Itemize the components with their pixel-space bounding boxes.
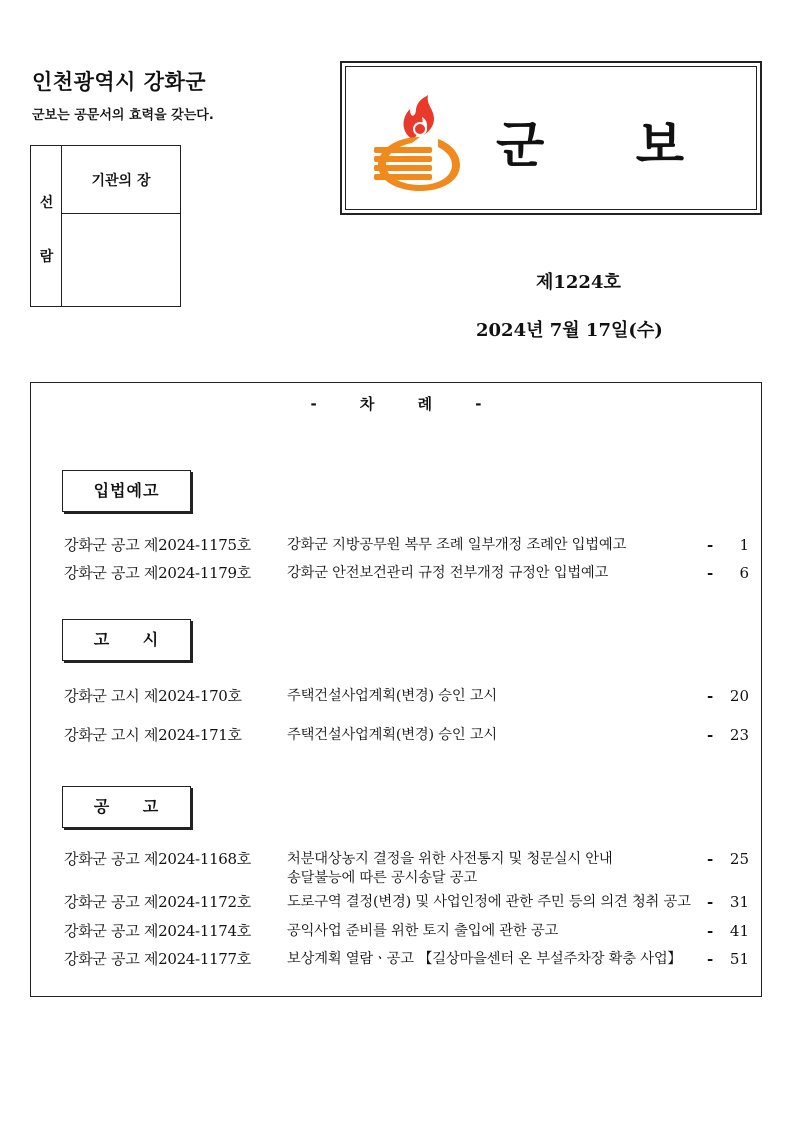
section-heading-public-notice: 고 시 (62, 619, 191, 661)
bulletin-motto: 군보는 공문서의 효력을 갖는다. (32, 108, 214, 123)
entry-page: 6 (739, 564, 749, 582)
entry-title: 보상계획 열람ㆍ공고 【길상마을센터 온 부설주차장 확충 사업】 (287, 951, 682, 967)
circulation-box (30, 145, 181, 307)
entry-reference: 강화군 고시 제2024-171호 (64, 726, 242, 744)
circulation-label-char: 람 (39, 249, 54, 265)
issue-number: 제1224호 (536, 272, 621, 293)
masthead (340, 61, 762, 215)
gangwha-county-flame-logo-icon (372, 95, 462, 191)
entry-reference: 강화군 공고 제2024-1172호 (64, 893, 251, 911)
issue-date: 2024년 7월 17일(수) (476, 320, 663, 341)
table-of-contents (30, 382, 762, 997)
entry-dash: - (707, 536, 714, 554)
entry-dash: - (707, 726, 714, 744)
entry-title: 주택건설사업계획(변경) 승인 고시 (287, 727, 497, 743)
entry-dash: - (707, 893, 714, 911)
entry-page: 1 (739, 536, 749, 554)
circulation-label-char: 선 (39, 195, 54, 211)
entry-reference: 강화군 공고 제2024-1177호 (64, 950, 251, 968)
masthead-inner-frame (345, 66, 757, 210)
masthead-title: 군 보 (496, 116, 687, 174)
entry-title: 주택건설사업계획(변경) 승인 고시 (287, 688, 497, 704)
entry-reference: 강화군 공고 제2024-1179호 (64, 564, 251, 582)
entry-title: 도로구역 결정(변경) 및 사업인정에 관한 주민 등의 의견 청취 공고 (287, 894, 691, 910)
entry-page: 31 (729, 893, 749, 911)
entry-dash: - (707, 950, 714, 968)
entry-reference: 강화군 공고 제2024-1175호 (64, 536, 251, 554)
toc-title: - 차 례 - (310, 395, 482, 413)
organization-name: 인천광역시 강화군 (32, 70, 207, 94)
circulation-label-column (31, 146, 62, 306)
entry-page: 20 (729, 687, 749, 705)
entry-dash: - (707, 687, 714, 705)
entry-page: 51 (729, 950, 749, 968)
entry-page: 41 (729, 922, 749, 940)
circulation-header: 기관의 장 (62, 146, 180, 214)
entry-dash: - (707, 564, 714, 582)
entry-title: 강화군 안전보건관리 규정 전부개정 규정안 입법예고 (287, 565, 609, 581)
entry-reference: 강화군 공고 제2024-1168호 (64, 850, 251, 868)
entry-page: 23 (729, 726, 749, 744)
entry-reference: 강화군 고시 제2024-170호 (64, 687, 242, 705)
section-heading-announcement: 공 고 (62, 786, 191, 828)
entry-page: 25 (729, 850, 749, 868)
entry-title: 공익사업 준비를 위한 토지 출입에 관한 공고 (287, 923, 559, 939)
entry-title: 처분대상농지 결정을 위한 사전통지 및 청문실시 안내 송달불능에 따른 공시송달 공고 (287, 851, 613, 886)
entry-dash: - (707, 922, 714, 940)
entry-reference: 강화군 공고 제2024-1174호 (64, 922, 251, 940)
section-heading-legislative-notice: 입법예고 (62, 470, 191, 512)
entry-title: 강화군 지방공무원 복무 조례 일부개정 조례안 입법예고 (287, 537, 627, 553)
entry-dash: - (707, 850, 714, 868)
